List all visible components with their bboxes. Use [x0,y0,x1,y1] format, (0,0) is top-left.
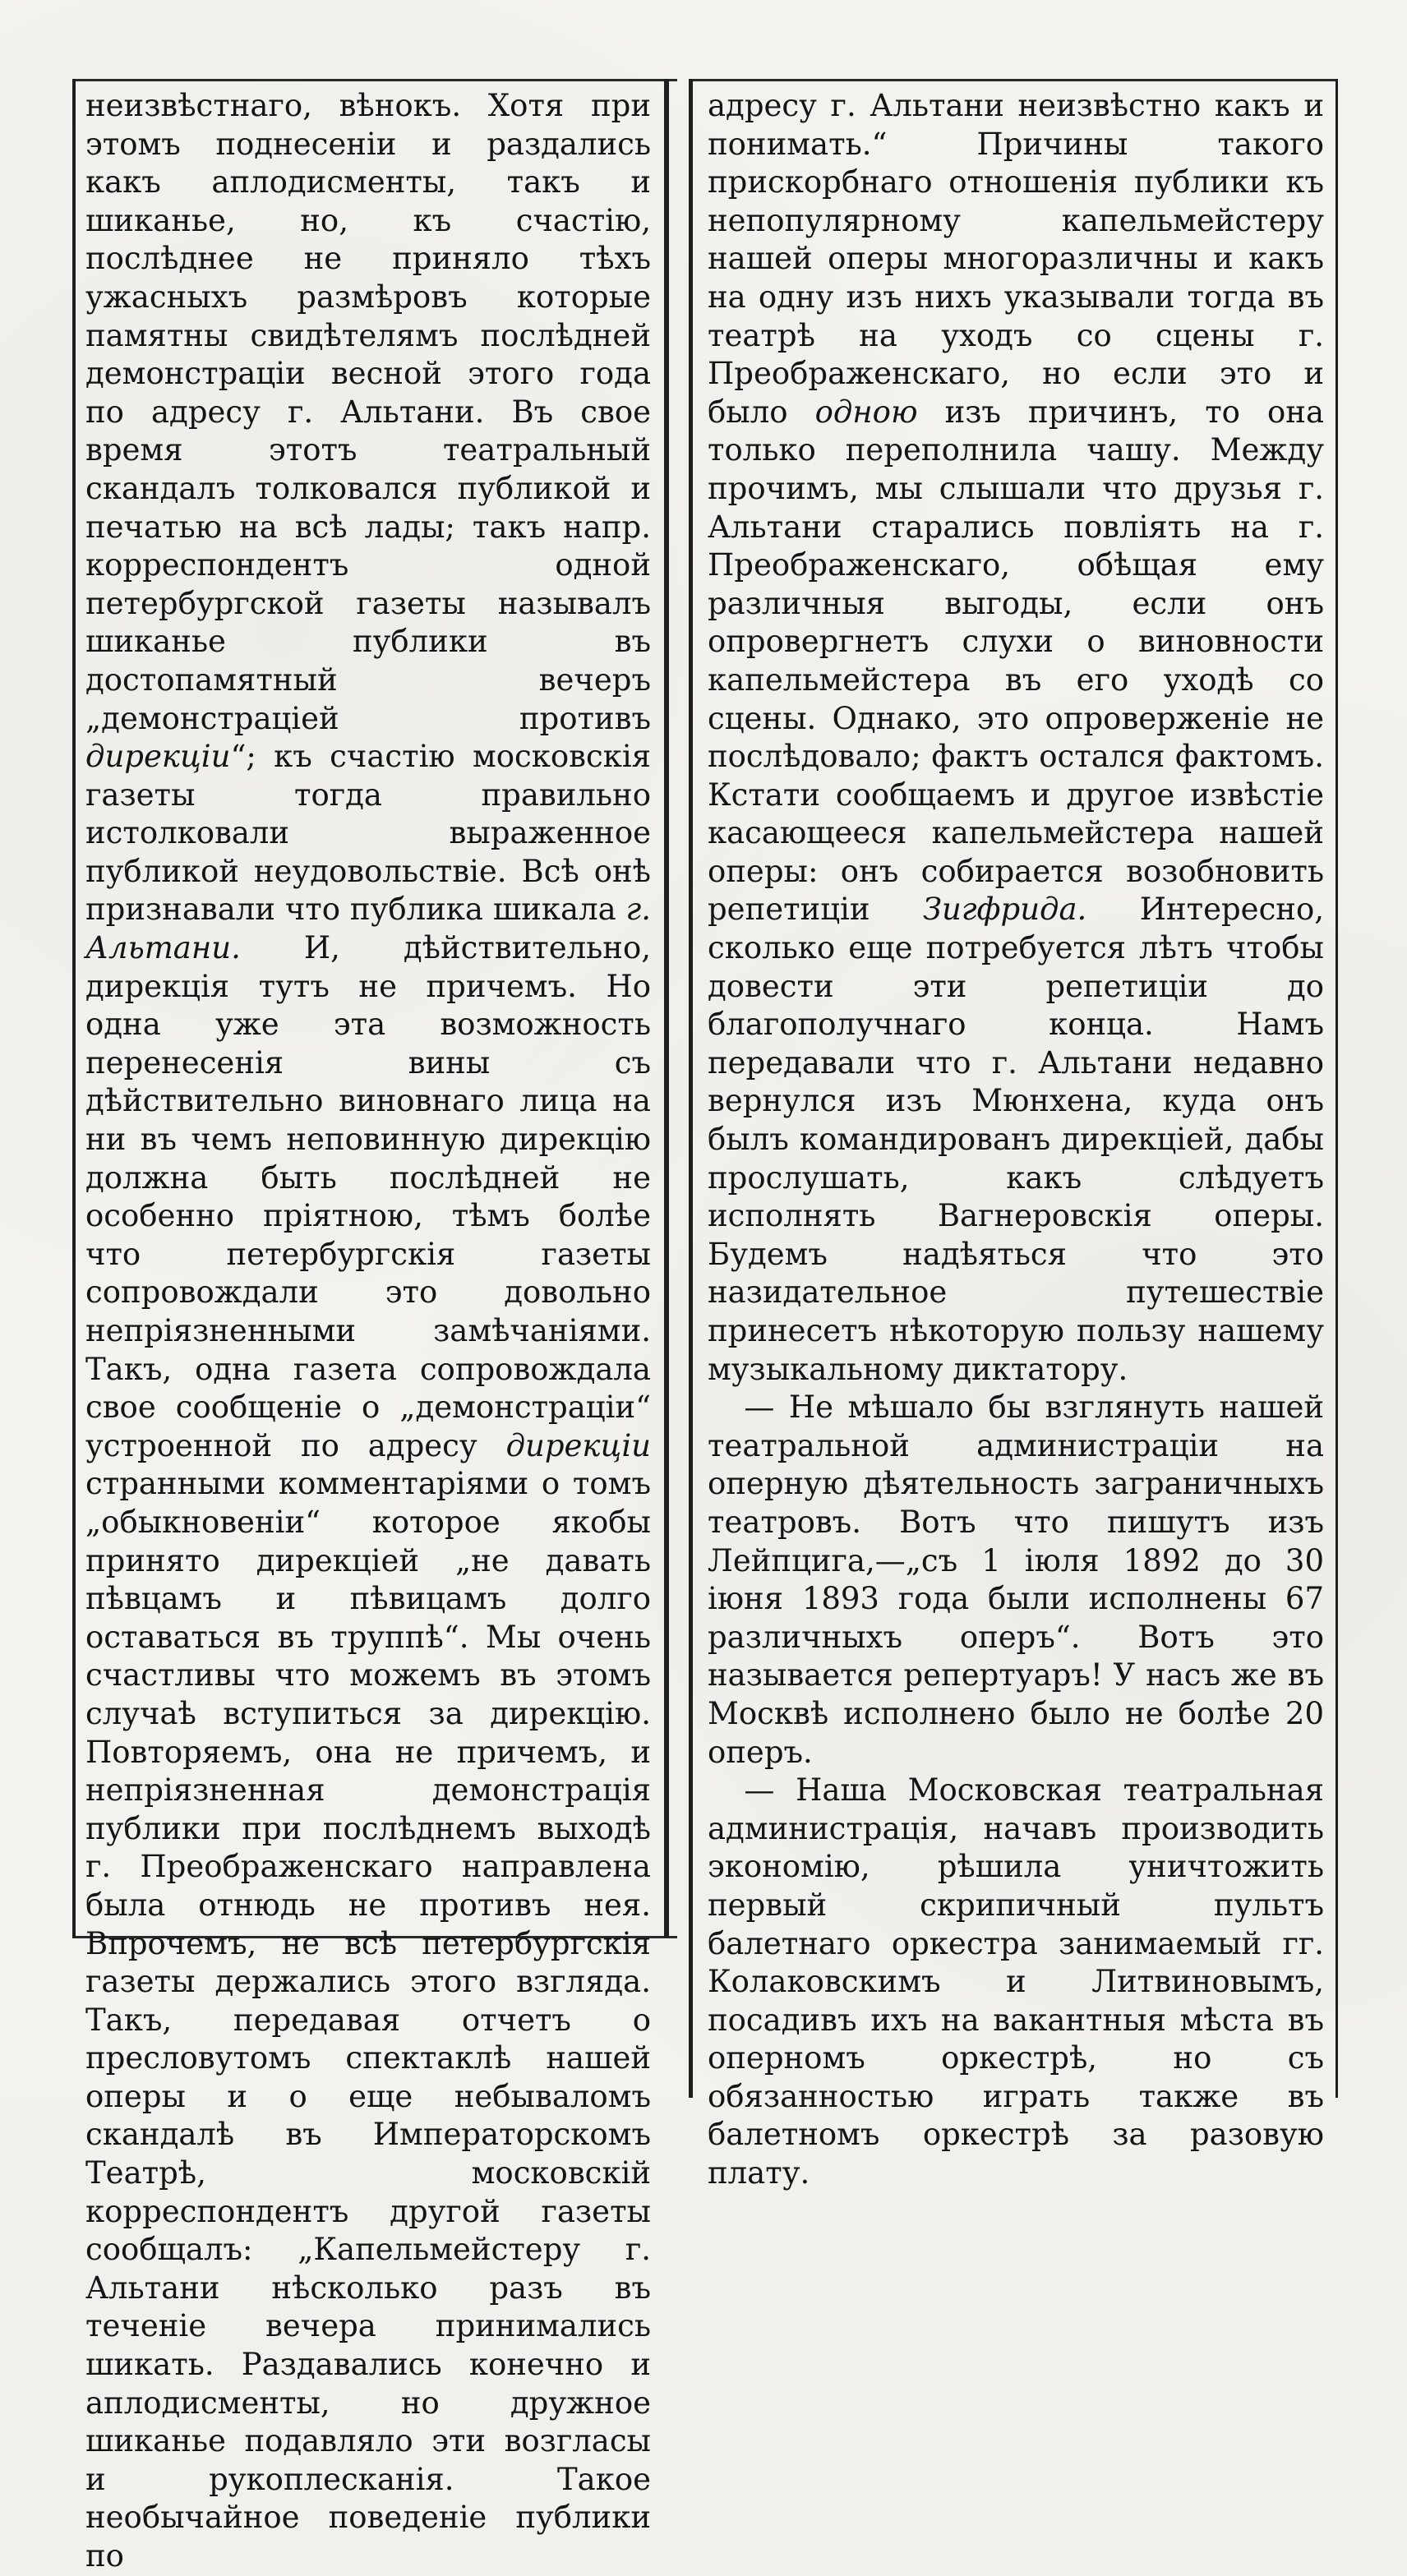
left-column [72,79,669,2574]
text-run: изъ причинъ, то она только переполнила чашу. Между прочимъ, мы слышали что друзья г. Альтани старались повлiять на г. Преображенскаго, обѣщая ему различныя выгоды, если онъ опровергнетъ слухи о виновности капельмейстера въ его уходѣ со сцены. Однако, это опроверженiе не послѣдовало; фактъ остался фактомъ. Кстати сообщаемъ и другое извѣстiе касающееся капельмейстера нашей оперы: онъ собирается возобновить репетицiи [708,394,1325,928]
text-run: “; къ счастiю московскiя газеты тогда правильно истолковали выраженное публикой неудовольствiе. Всѣ онѣ признавали что публика шикала [85,739,651,928]
text-run: И, дѣйствительно, дирекцiя тутъ не причемъ. Но одна уже эта возможность перенесенiя вины съ дѣйствительно виновнаго лица на ни въ чемъ неповинную дирекцiю должна быть послѣдней не особенно прiятною, тѣмъ болѣе что петербургскiя газеты сопровождали это довольно непрiязненными замѣчанiями. Такъ, одна газета сопровождала свое сообщенiе о „демонстрацiи“ устроенной по адресу [85,930,651,1463]
italic-run: Зигфрида. [922,892,1087,928]
italic-run: дирекцiи [505,1427,651,1463]
italic-run: дирекцiи [85,739,231,775]
text-run: адресу г. Альтани неизвѣстно какъ и понимать.“ Причины такого прискорбнаго отношенiя публики къ непопулярному капельмейстеру нашей оперы многоразличны и какъ на одну изъ нихъ указывали тогда въ театрѣ на уходъ со сцены г. Преображенскаго, но если это и было [708,88,1324,430]
italic-run: одною [814,394,918,430]
text-run: странными комментарiями о томъ „обыкновенiи“ которое якобы принято дирекцiей „не давать пѣвцамъ и пѣвицамъ долго оставаться въ труппѣ“. Мы очень счастливы что можемъ въ этомъ случаѣ вступиться за дирекцiю. Повторяемъ, она не причемъ, и непрiязненная демонстрацiя публики при послѣднемъ выходѣ г. Преображенскаго направлена была отнюдь не противъ нея. Впрочемъ, не всѣ петербургскiя газеты держались этого взгляда. Такъ, передавая отчетъ о пресловутомъ спектаклѣ нашей оперы и о еще небываломъ скандалѣ въ Императорскомъ Театрѣ, московскiй корреспондентъ другой газеты сообщалъ: „Капельмейстеру г. Альтани нѣсколько разъ въ теченiе вечера принимались шикать. Раздавались конечно и аплодисменты, но дружное шиканье подавляло эти возгласы и рукоплесканiя. Такое необычайное поведенiе публики по [85,1466,651,2574]
italic-run: г. Альтани. [85,892,651,966]
right-column [689,79,1338,2191]
left-column-paragraph-1 [85,87,651,2576]
right-column-paragraph-2: — Не мѣшало бы взглянуть нашей театральной администрацiи на оперную дѣятельность заграничныхъ театровъ. Вотъ что пишутъ изъ Лейпцига,—„съ 1 iюля 1892 до 30 iюня 1893 года были исполнены 67 различныхъ оперъ“. Вотъ это называется репертуаръ! У насъ же въ Москвѣ исполнено было не болѣе 20 оперъ. [708,1389,1324,1770]
right-column-paragraph-3: — Наша Московская театральная администрацiя, начавъ производить экономiю, рѣшила уничтожить первый скрипичный пультъ балетнаго оркестра занимаемый гг. Колаковскимъ и Литвиновымъ, посадивъ ихъ на вакантныя мѣста въ оперномъ оркестрѣ, но съ обязанностью играть также въ балетномъ оркестрѣ за разовую плату. [708,1772,1324,2191]
right-column-paragraph-1 [708,87,1324,1389]
text-run: неизвѣстнаго, вѣнокъ. Хотя при этомъ поднесенiи и раздались какъ аплодисменты, такъ и шиканье, но, къ счастiю, послѣднее не приняло тѣхъ ужасныхъ размѣровъ которые памятны свидѣтелямъ послѣдней демонстрацiи весной этого года по адресу г. Альтани. Въ свое время этотъ театральный скандалъ толковался публикой и печатью на всѣ лады; такъ напр. корреспондентъ одной петербургской газеты называлъ шиканье публики въ достопамятный вечеръ „демонстрацiей противъ [85,88,651,736]
text-run: Интересно, сколько еще потребуется лѣтъ чтобы довести эти репетицiи до благополучнаго конца. Намъ передавали что г. Альтани недавно вернулся изъ Мюнхена, куда онъ былъ командированъ дирекцiей, дабы прослушать, какъ слѣдуетъ исполнять Вагнеровскiя оперы. Будемъ надѣяться что это назидательное путешествiе принесетъ нѣкоторую пользу нашему музыкальному диктатору. [708,892,1324,1387]
